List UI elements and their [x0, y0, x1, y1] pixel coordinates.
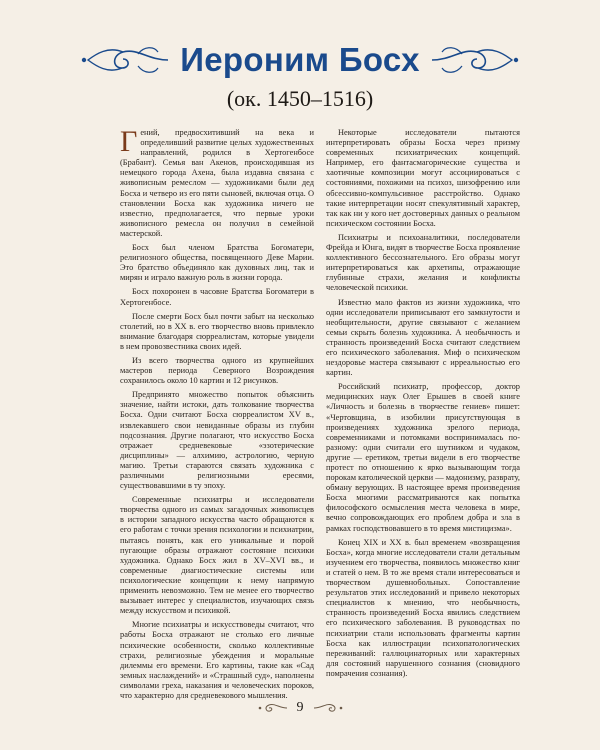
- drop-cap: Г: [120, 125, 138, 158]
- right-column: [326, 128, 520, 705]
- page-number: 9: [296, 700, 304, 715]
- article-body: [120, 125, 520, 705]
- paragraph: Босх похоронен в часовне Братства Богоматери в Хертогенбосе.: [120, 287, 314, 307]
- flourish-ornament-left-icon: [78, 40, 170, 80]
- paragraph: Предпринято множество попыток объяснить значение, найти истоки, дать толкование творчества Босха. Одни считают Босха сюрреалистом XV в., извлекавшего свои невиданные образы из глубин подсознания. Другие полагают, что искусство Босха отражает средневековые «эзотерические дисциплины» — алхимию, астрологию, черную магию. Третьи стараются связать художника с различными религиозными ересями, существовавшими в ту эпоху.: [120, 390, 314, 491]
- page-title: Иероним Босх: [180, 41, 420, 78]
- small-flourish-left-icon: [257, 702, 289, 714]
- paragraph: Босх был членом Братства Богоматери, религиозного общества, посвященного Деве Марии. Это братство объединяло как духовных лиц, так и мирян и играло важную роль в жизни города.: [120, 243, 314, 283]
- paragraph: Современные психиатры и исследователи творчества одного из самых загадочных живописцев в истории западного искусства часто обращаются к его работам с точки зрения психологии и психиатрии, пытаясь понять, как его уникальные и порой пугающие образы отражают состояние психики художника. Однако Босх жил в XV–XVI вв., и современные диагностические системы или психологические концепции к нему напрямую применить невозможно. Тем не менее его творчество вызывает интерес у специалистов, изучающих связь между искусством и психикой.: [120, 495, 314, 616]
- paragraph: Известно мало фактов из жизни художника, что одни исследователи приписывают его замкнутости и необщительности, другие связывают с желанием семьи скрыть болезнь художника. А необычность и странность произведений Босха считают следствием его психического заболевания. Миф о психическом нездоровье мастера связывают с ирреальностью его картин.: [326, 297, 520, 378]
- paragraph: Многие психиатры и искусствоведы считают, что работы Босха отражают не столько его личные психические особенности, сколько коллективные страхи, религиозные убеждения и моральные дилеммы его времени. Его картины, такие как «Сад земных наслаждений» и «Страшный суд», наполнены символами греха, наказания и человеческих пороков, что характерно для средневекового мышления.: [120, 620, 314, 700]
- paragraph: После смерти Босх был почти забыт на несколько столетий, но в XX в. его творчество вновь привлекло внимание благодаря сюрреалистам, которые увидели в нем провозвестника своих идей.: [120, 311, 314, 351]
- left-column: [120, 125, 314, 705]
- paragraph: Из всего творчества одного из крупнейших мастеров периода Северного Возрождения сохранилось около 10 картин и 12 рисунков.: [120, 355, 314, 386]
- page-subtitle: (ок. 1450–1516): [226, 86, 374, 111]
- flourish-ornament-right-icon: [430, 40, 522, 80]
- paragraph: Психиатры и психоаналитики, последователи Фрейда и Юнга, видят в творчестве Босха проявление коллективного бессознательного. Его образы могут интерпретироваться как архетипы, отражающие глубинные страхи, желания и конфликты человеческой психики.: [326, 232, 520, 293]
- small-flourish-right-icon: [312, 702, 344, 714]
- paragraph: Некоторые исследователи пытаются интерпретировать образы Босха через призму современных психиатрических концепций. Например, его фантасмагорические существа и хаотичные композиции могут ассоциироваться с состояниями, похожими на психоз, шизофрению или обсессивно-компульсивное расстройство. Однако такие интерпретации носят спекулятивный характер, так как ни у кого нет достоверных данных о реальном психическом состоянии Босха.: [326, 128, 520, 228]
- page-footer: [0, 700, 600, 716]
- paragraph: Конец XIX и XX в. был временем «возвращения Босха», когда многие исследователи стали детальным изучением его творчества, появилось множество книг и статей о нем. В то же время стали интересоваться и творчеством душевнобольных. Сопоставление результатов этих исследований и привело некоторых специалистов к мнению, что необычность, странность произведений Босха явились следствием его психического заболевания. В руководствах по психиатрии стали использовать фрагменты картин Босха как иллюстрации психопатологических переживаний: галлюцинаторных или характерных для состояний нарушенного сознания (сновидного помрачения сознания).: [326, 537, 520, 678]
- paragraph: Российский психиатр, профессор, доктор медицинских наук Олег Ерышев в своей книге «Личность и болезнь в творчестве гениев» пишет: «Чертовщина, в изобилии присутствующая в произведениях художника зрелого периода, современниками и потомками воспринималась по-разному: одни считали его шутником и чудаком, другие — еретиком, третьи видели в его творчестве протест по отношению к ярко вызывающим тогда порокам католической церкви — мадонизму, разврату, обману верующих. В настоящее время произведения Босха многими рассматриваются как попытка философского осмысления места человека в мире, вечно сопровождающих его проблем добра и зла в рамках господствовавшего в то время мистицизма».: [326, 382, 520, 533]
- paragraph: Гений, предвосхитивший на века и определивший развитие целых художественных направлений, родился в Хертогенбосе (Брабант). Семья ван Акенов, происходившая из немецкого города Ахена, была издавна связана с живописным ремеслом — художниками были дед Босха и четверо из его пяти сыновей, включая отца. О становлении Босха как художника ничего не известно, предполагается, что первые уроки живописного ремесла он получил в семейной мастерской.: [120, 125, 314, 238]
- title-row: [0, 40, 600, 80]
